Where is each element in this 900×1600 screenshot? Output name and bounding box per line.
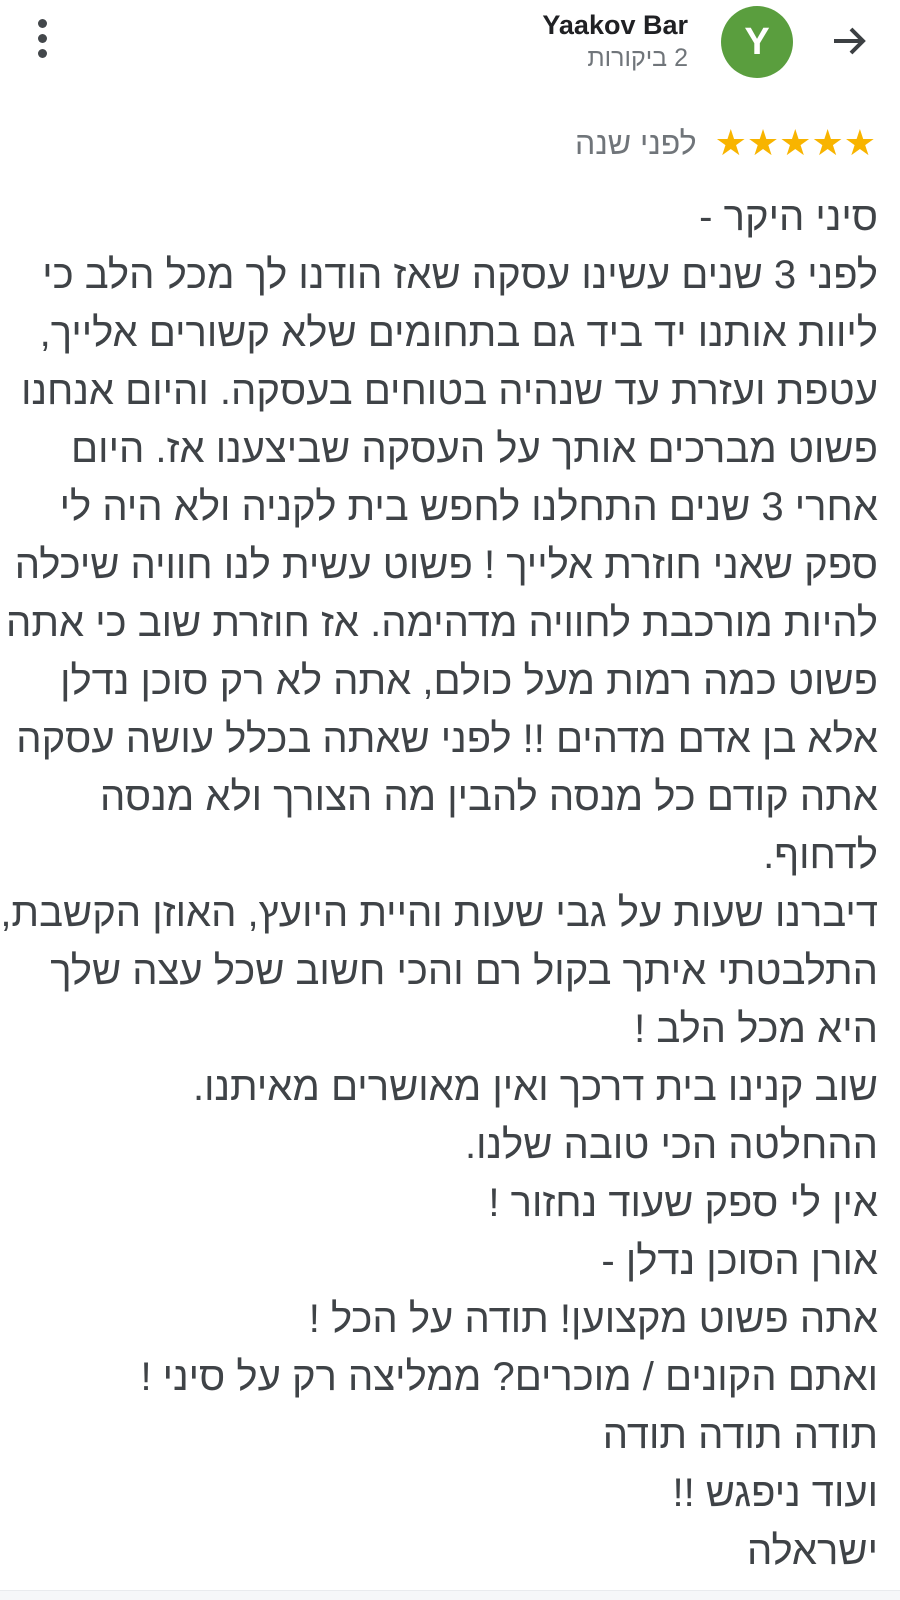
review-line: אורן הסוכן נדלן - [601,1239,878,1283]
review-line: לדחוף. [763,833,878,877]
avatar-letter: Y [744,20,770,63]
review-line: סיני היקר - [699,195,878,239]
review-line: שוב קנינו בית דרכך ואין מאושרים מאיתנו. [192,1065,878,1109]
review-line: להיות מורכבת לחוויה מדהימה. אז חוזרת שוב כי אתה [6,601,878,645]
reviewer-name[interactable]: Yaakov Bar [542,10,688,40]
rating-row [0,124,876,162]
review-line: אחרי 3 שנים התחלנו לחפש בית לקניה ולא היה לי [59,485,878,529]
review-line: ליוות אותנו יד ביד גם בתחומים שלא קשורים אלייך, [39,311,878,355]
avatar[interactable] [721,6,793,78]
review-line: אתה פשוט מקצוען! תודה על הכל ! [308,1297,878,1341]
kebab-dot [38,34,47,43]
section-divider [0,1590,900,1600]
review-line: פשוט מברכים אותך על העסקה שביצענו אז. היום [71,427,878,471]
review-line: לפני 3 שנים עשינו עסקה שאז הודנו לך מכל הלב כי [42,253,878,297]
review-line: אתה קודם כל מנסה להבין מה הצורך ולא מנסה [99,775,878,819]
review-line: ההחלטה הכי טובה שלנו. [464,1123,878,1167]
reviewer-review-count: 2 ביקורות [587,44,688,72]
review-line: התלבטתי איתך בקול רם והכי חשוב שכל עצה שלך [50,949,878,993]
review-line: אין לי ספק שעוד נחזור ! [488,1181,878,1225]
review-line: ישראלה [746,1529,878,1573]
review-line: היא מכל הלב ! [634,1007,878,1051]
review-date: לפני שנה [575,124,697,161]
more-options-button[interactable] [38,4,47,58]
kebab-dot [38,19,47,28]
star-rating: ★★★★★ [714,122,876,163]
review-line: ועוד ניפגש !! [672,1471,878,1515]
review-line: ואתם הקונים / מוכרים? ממליצה רק על סיני ! [140,1355,878,1399]
reviewer-block [542,4,870,78]
review-line: אלא בן אדם מדהים !! לפני שאתה בכלל עושה עסקה [16,717,878,761]
review-line: ספק שאני חוזרת אלייך ! פשוט עשית לנו חוויה שיכלה [14,543,878,587]
review-line: פשוט כמה רמות מעל כולם, אתה לא רק סוכן נדלן [60,659,878,703]
review-line: תודה תודה תודה [602,1413,878,1457]
review-text [0,188,900,1580]
reviewer-name-block [542,4,688,75]
kebab-dot [38,49,47,58]
review-header [0,0,900,78]
review-line: דיברנו שעות על גבי שעות והיית היועץ, האוזן הקשבת, [0,891,878,935]
review-line: עטפת ועזרת עד שנהיה בטוחים בעסקה. והיום אנחנו [21,369,878,413]
forward-arrow-icon[interactable] [828,20,870,62]
